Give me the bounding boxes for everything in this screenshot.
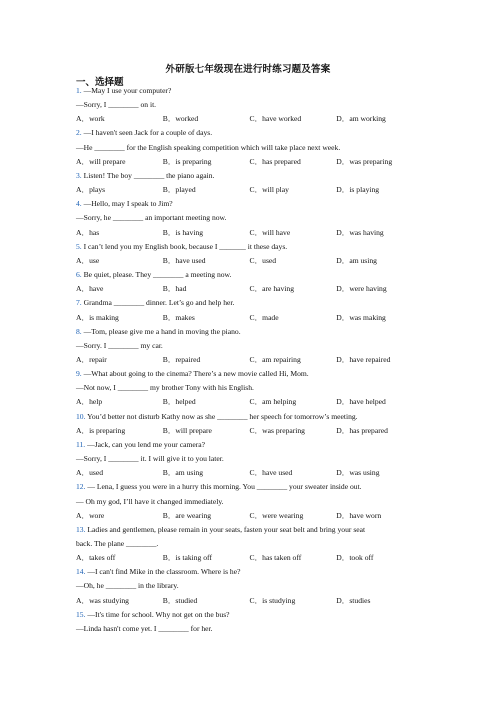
options-row — [76, 155, 416, 169]
answer-option: D．studies — [336, 595, 371, 605]
answer-option: C．are having — [249, 284, 294, 294]
options-row — [76, 551, 416, 565]
question-item — [76, 438, 416, 480]
options-row — [76, 509, 416, 523]
answer-option: C．has taken off — [249, 553, 302, 563]
answer-option: D．am using — [336, 255, 377, 265]
question-number: 3. — [76, 170, 82, 180]
question-stem — [76, 480, 416, 494]
question-text: Be quiet, please. They ________ a meeting now. — [83, 270, 232, 280]
question-line — [76, 452, 416, 466]
answer-option: D．have helped — [336, 397, 386, 407]
question-text: —I can't find Mike in the classroom. Where is he? — [87, 567, 241, 577]
question-stem — [76, 296, 416, 310]
answer-option: D．was preparing — [336, 156, 393, 166]
question-line — [76, 579, 416, 593]
options-row — [76, 112, 416, 126]
question-line — [76, 339, 416, 353]
question-number: 12. — [76, 482, 86, 492]
answer-option: C．will play — [249, 185, 289, 195]
question-line — [76, 141, 416, 155]
question-line — [76, 495, 416, 509]
question-text: —I haven't seen Jack for a couple of days. — [83, 128, 213, 138]
options-row — [76, 226, 416, 240]
answer-option: C．made — [249, 312, 279, 322]
section-heading: 一、选择题 — [76, 78, 124, 88]
question-text: I can’t lend you my English book, because I _______ it these days. — [83, 241, 288, 251]
question-stem — [76, 438, 416, 452]
question-item — [76, 296, 416, 324]
answer-option: A．is making — [76, 312, 119, 322]
answer-option: D．have worn — [336, 510, 382, 520]
answer-option: A．work — [76, 114, 105, 124]
question-text: —May I use your computer? — [83, 86, 172, 95]
answer-option: C．will have — [249, 227, 291, 237]
question-line — [76, 211, 416, 225]
question-number: 14. — [76, 567, 86, 577]
answer-option: A．plays — [76, 185, 106, 195]
answer-option: C．is studying — [249, 595, 296, 605]
options-row — [76, 594, 416, 608]
answer-option: A．use — [76, 255, 100, 265]
question-item — [76, 197, 416, 239]
answer-option: D．has prepared — [336, 425, 388, 435]
question-stem — [76, 197, 416, 211]
question-line — [76, 98, 416, 112]
answer-option: D．was making — [336, 312, 386, 322]
question-text: —Sorry, he ________ an important meeting now. — [76, 213, 227, 223]
question-text: back. The plane ________. — [76, 539, 159, 548]
question-text: Ladies and gentlemen, please remain in your seats, fasten your seat belt and bring your seat — [87, 524, 366, 534]
options-row — [76, 466, 416, 480]
question-text: —He ________ for the English speaking competition which will take place next week. — [76, 142, 341, 152]
question-item — [76, 410, 416, 438]
question-stem — [76, 410, 416, 424]
question-list — [76, 84, 416, 636]
question-item — [76, 367, 416, 409]
question-number: 6. — [76, 270, 82, 280]
answer-option: A．takes off — [76, 553, 116, 563]
question-text: —Jack, can you lend me your camera? — [87, 439, 205, 449]
options-row — [76, 254, 416, 268]
question-number: 4. — [76, 199, 82, 209]
question-text: —Sorry, I ________ it. I will give it to you later. — [76, 454, 224, 464]
answer-option: B．helped — [162, 397, 196, 407]
options-row — [76, 311, 416, 325]
answer-option: A．repair — [76, 354, 107, 364]
question-text: —It's time for school. Why not get on the bus? — [87, 609, 230, 619]
question-item — [76, 480, 416, 522]
answer-option: B．makes — [162, 312, 195, 322]
answer-option: B．is having — [162, 227, 204, 237]
question-number: 11. — [76, 439, 86, 449]
answer-option: A．is preparing — [76, 425, 126, 435]
question-stem — [76, 169, 416, 183]
question-number: 15. — [76, 609, 86, 619]
question-stem — [76, 565, 416, 579]
options-row — [76, 353, 416, 367]
answer-option: B．are wearing — [162, 510, 212, 520]
question-number: 13. — [76, 524, 86, 534]
question-number: 7. — [76, 298, 82, 308]
question-number: 2. — [76, 128, 82, 138]
question-stem — [76, 367, 416, 381]
question-number: 10. — [76, 411, 86, 421]
answer-option: C．used — [249, 255, 277, 265]
answer-option: A．wore — [76, 510, 105, 520]
question-text: —Sorry, I ________ on it. — [76, 100, 157, 110]
question-stem — [76, 84, 416, 98]
question-item — [76, 325, 416, 367]
question-number: 1. — [76, 86, 82, 95]
answer-option: B．worked — [162, 114, 199, 124]
question-stem — [76, 523, 416, 537]
question-text: — Oh my god, I’ll have it changed immediately. — [76, 496, 224, 506]
answer-option: B．had — [162, 284, 187, 294]
answer-option: D．was using — [336, 468, 380, 478]
answer-option: A．has — [76, 227, 100, 237]
question-item — [76, 240, 416, 268]
options-row — [76, 183, 416, 197]
question-item — [76, 169, 416, 197]
question-text: Listen! The boy ________ the piano again. — [83, 170, 215, 180]
question-item — [76, 84, 416, 126]
question-line — [76, 381, 416, 395]
answer-option: A．will prepare — [76, 156, 126, 166]
document-title: 外研版七年级现在进行时练习题及答案 — [165, 65, 331, 75]
options-row — [76, 395, 416, 409]
answer-option: A．help — [76, 397, 103, 407]
answer-option: C．have used — [249, 468, 293, 478]
answer-option: B．studied — [162, 595, 198, 605]
answer-option: C．were wearing — [249, 510, 304, 520]
answer-option: C．have worked — [249, 114, 302, 124]
question-text: Grandma ________ dinner. Let’s go and help her. — [83, 298, 235, 308]
question-item — [76, 565, 416, 607]
answer-option: C．has prepared — [249, 156, 301, 166]
question-text: — Lena, I guess you were in a hurry this morning. You ________ your sweater inside out. — [87, 482, 362, 492]
answer-option: A．have — [76, 284, 104, 294]
answer-option: D．took off — [336, 553, 374, 563]
answer-option: D．am working — [336, 114, 386, 124]
answer-option: B．is taking off — [162, 553, 212, 563]
question-text: —Linda hasn't come yet. I ________ for her. — [76, 623, 213, 633]
answer-option: D．have repaired — [336, 354, 391, 364]
answer-option: D．were having — [336, 284, 387, 294]
question-text: —Tom, please give me a hand in moving the piano. — [83, 326, 241, 336]
question-text: —Not now, I ________ my brother Tony with his English. — [76, 383, 254, 393]
answer-option: C．was preparing — [249, 425, 305, 435]
answer-option: A．used — [76, 468, 103, 478]
answer-option: B．will prepare — [162, 425, 212, 435]
question-text: —What about going to the cinema? There’s a new movie called Hi, Mom. — [83, 369, 309, 379]
question-stem — [76, 240, 416, 254]
question-text: —Sorry. I ________ my car. — [76, 340, 163, 350]
answer-option: B．played — [162, 185, 196, 195]
answer-option: D．was having — [336, 227, 384, 237]
question-number: 9. — [76, 369, 82, 379]
question-item — [76, 268, 416, 296]
answer-option: B．am using — [162, 468, 204, 478]
question-line — [76, 537, 416, 551]
answer-option: B．have used — [162, 255, 206, 265]
answer-option: D．is playing — [336, 185, 380, 195]
question-text: —Oh, he ________ in the library. — [76, 581, 179, 591]
question-item — [76, 523, 416, 565]
options-row — [76, 282, 416, 296]
question-number: 5. — [76, 241, 82, 251]
options-row — [76, 424, 416, 438]
question-item — [76, 126, 416, 168]
answer-option: B．is preparing — [162, 156, 212, 166]
answer-option: C．am helping — [249, 397, 297, 407]
answer-option: C．am repairing — [249, 354, 301, 364]
answer-option: A．was studying — [76, 595, 129, 605]
question-stem — [76, 325, 416, 339]
question-stem — [76, 126, 416, 140]
question-text: You’d better not disturb Kathy now as she ________ her speech for tomorrow’s meeting. — [87, 411, 358, 421]
question-line — [76, 622, 416, 636]
question-text: —Hello, may I speak to Jim? — [83, 199, 173, 209]
question-stem — [76, 608, 416, 622]
question-number: 8. — [76, 326, 82, 336]
question-item — [76, 608, 416, 636]
answer-option: B．repaired — [162, 354, 201, 364]
question-stem — [76, 268, 416, 282]
